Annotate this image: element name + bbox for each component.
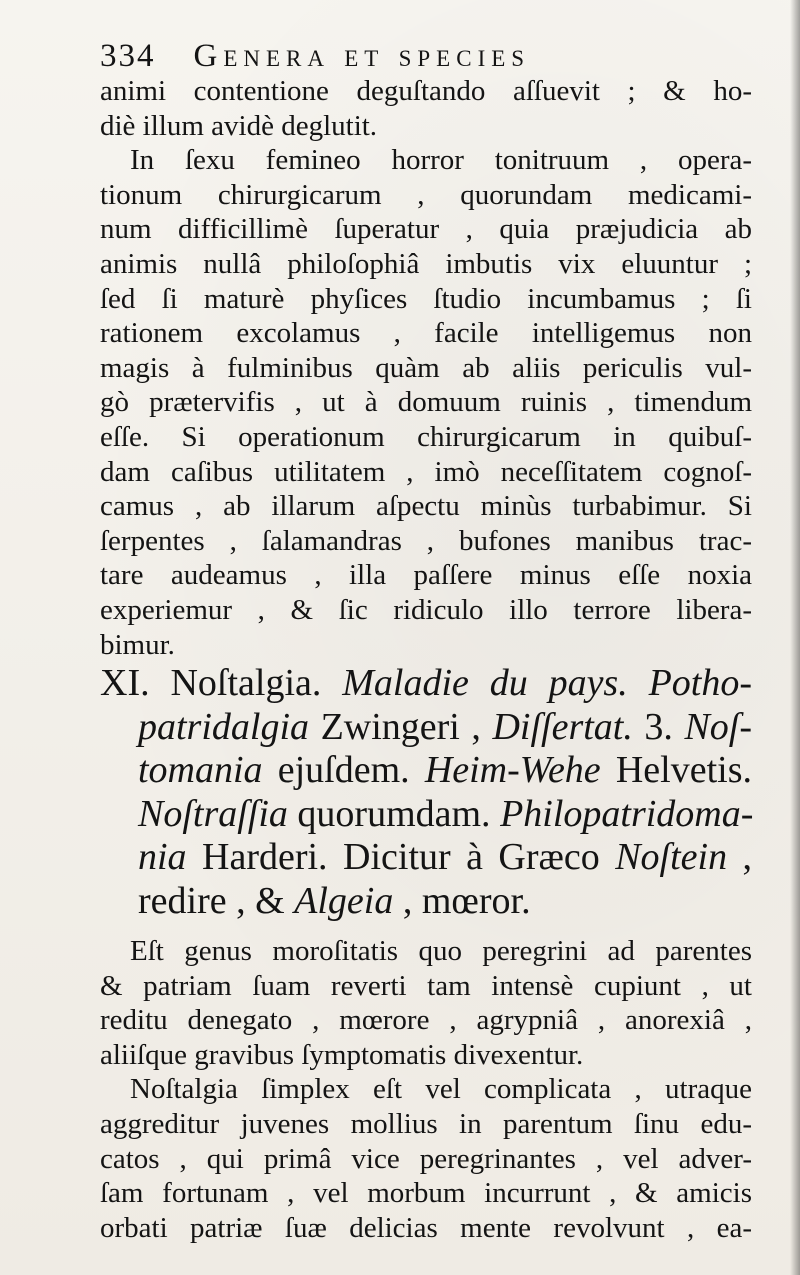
text-line: Noſtalgia ſimplex eſt vel complicata , utraque (130, 1073, 752, 1106)
text-line: aliiſque gravibus ſymptomatis divexentur. (100, 1038, 584, 1071)
running-title: Genera et species (193, 38, 531, 74)
synonym-nostrassia: Noſtraſſia (138, 792, 288, 835)
page-number: 334 (100, 38, 156, 74)
text-line: ſam fortunam , vel morbum incurrunt , & amicis (100, 1177, 752, 1210)
text-line: num difficillimè ſuperatur , quia præjudicia ab (100, 213, 752, 246)
text-line: & patriam ſuam reverti tam intensè cupiunt , ut (100, 969, 752, 1002)
heading-line (100, 836, 752, 880)
text-line: orbati patriæ ſuæ delicias mente revolvunt , ea- (100, 1211, 752, 1244)
text-line: rationem excolamus , facile intelligemus non (100, 317, 752, 350)
text-line: Eſt genus moroſitatis quo peregrini ad parentes (130, 935, 752, 967)
page-edge-shadow (790, 0, 800, 1275)
text-line: gò prætervifis , ut à domuum ruinis , timendum (100, 386, 752, 419)
text-line: tionum chirurgicarum , quorundam medicami- (100, 178, 752, 211)
heading-line (100, 749, 752, 793)
section-title: Noſtalgia. (170, 662, 322, 704)
text-line: bimur. (100, 628, 175, 661)
etymology-intro: Dicitur à Græco (343, 836, 600, 878)
author-quorumdam: quorumdam. (297, 792, 491, 835)
synonym-pothopatridalgia-b: patridalgia (138, 705, 310, 748)
text-line: In ſexu femineo horror tonitruum , opera- (130, 144, 752, 177)
etymology-gloss-redire: redire , & (138, 879, 285, 922)
text-line: dam caſibus utilitatem , imò neceſſitatem cognoſ- (100, 455, 752, 488)
etymology-algeia: Algeia (294, 879, 394, 922)
text-line: experiemur , & ſic ridiculo illo terrore libera- (100, 593, 752, 626)
text-line: animis nullâ philoſophiâ imbutis vix eluuntur ; (100, 247, 752, 280)
synonym-nostomania-b: tomania (138, 749, 263, 791)
etymology-nostein: Noſtein (615, 836, 728, 878)
author-ejusdem: ejuſdem. (277, 749, 410, 791)
section-heading-nostalgia (100, 662, 752, 923)
synonym-philopatridomania-b: nia (138, 836, 187, 878)
synonym-philopatridomania-a: Philopatridoma- (500, 792, 754, 835)
synonym-pothopatridalgia-a: Potho- (648, 662, 753, 704)
body-text-top (100, 74, 752, 662)
author-harderi: Harderi. (202, 836, 328, 878)
heading-line (100, 793, 752, 837)
text-line: diè illum avidè deglutit. (100, 109, 378, 142)
text-line: magis à fulminibus quàm ab aliis periculis vul- (100, 351, 752, 384)
text-line: eſſe. Si operationum chirurgicarum in quibuſ- (100, 420, 752, 453)
text-line: ſed ſi maturè phyſices ſtudio incumbamus ; ſi (100, 282, 752, 315)
text-line: camus , ab illarum aſpectu minùs turbabimur. Si (100, 490, 752, 523)
text-line: animi contentione deguſtando aſſuevit ; & ho- (100, 75, 752, 107)
text-line: aggreditur juvenes mollius in parentum ſinu edu- (100, 1107, 752, 1140)
synonym-heimwehe: Heim-Wehe (424, 749, 601, 791)
work-dissertat: Diſſertat. (492, 705, 633, 748)
text-line: ſerpentes , ſalamandras , bufones manibus trac- (100, 524, 752, 557)
heading-line (100, 662, 752, 706)
author-zwinger: Zwingeri , (320, 705, 481, 748)
etymology-gloss-moeror: , mœror. (402, 879, 531, 922)
comma-separator: , (742, 836, 753, 878)
heading-line (100, 706, 752, 750)
text-line: reditu denegato , mœrore , agrypniâ , anorexiâ , (100, 1004, 752, 1037)
work-number: 3. (644, 705, 673, 748)
text-line: tare audeamus , illa paſſere minus eſſe noxia (100, 559, 752, 592)
synonym-maladie: Maladie du pays. (342, 662, 628, 704)
text-line: catos , qui primâ vice peregrinantes , vel adver- (100, 1142, 752, 1175)
author-helvetis: Helvetis. (615, 749, 752, 791)
body-text-bottom (100, 934, 752, 1245)
synonym-nostomania-a: Noſ- (684, 705, 753, 748)
section-number: XI. (100, 662, 150, 704)
heading-line (100, 880, 752, 924)
